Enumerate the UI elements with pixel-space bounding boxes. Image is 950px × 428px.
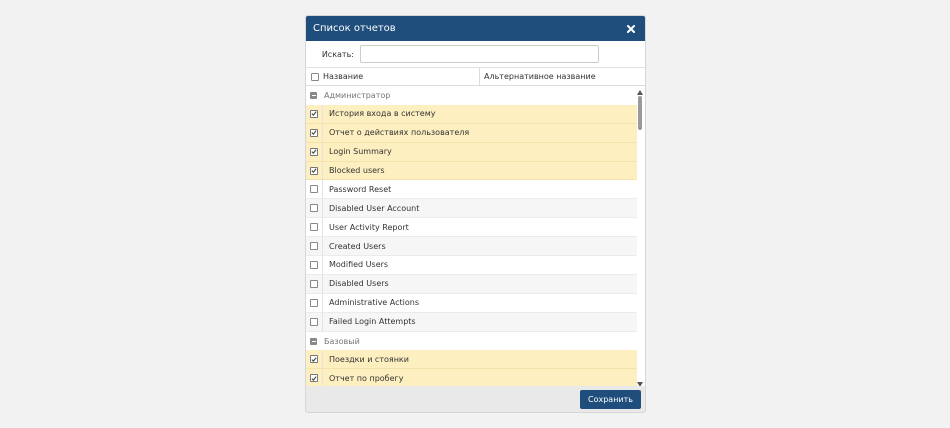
list-item[interactable] (306, 180, 637, 199)
report-list (306, 86, 637, 387)
list-item-label: Password Reset (329, 184, 392, 194)
search-row (306, 41, 645, 67)
list-item[interactable] (306, 199, 637, 218)
collapse-icon[interactable] (310, 92, 317, 99)
checkbox[interactable] (310, 185, 318, 193)
checkbox-cell (306, 180, 323, 198)
group-label: Базовый (324, 336, 360, 346)
checkbox-cell (306, 218, 323, 236)
column-header (306, 67, 645, 86)
checkbox-checked[interactable] (310, 374, 318, 382)
list-item-label: Отчет по пробегу (329, 373, 404, 383)
list-item[interactable] (306, 350, 637, 369)
list-item[interactable] (306, 275, 637, 294)
search-label: Искать: (321, 49, 354, 59)
checkbox-cell (306, 162, 323, 180)
save-button[interactable]: Сохранить (580, 390, 641, 409)
report-list-wrap (306, 86, 645, 387)
dialog-footer (306, 386, 645, 412)
list-item-label: Created Users (329, 241, 386, 251)
scroll-thumb[interactable] (638, 96, 642, 130)
checkbox[interactable] (310, 318, 318, 326)
list-item-label: Failed Login Attempts (329, 317, 416, 327)
list-item-label: Отчет о действиях пользователя (329, 128, 470, 138)
checkbox[interactable] (310, 242, 318, 250)
checkbox[interactable] (310, 223, 318, 231)
close-icon[interactable] (626, 24, 636, 34)
group-label: Администратор (324, 90, 391, 100)
column-name-header[interactable]: Название (323, 68, 480, 85)
reports-dialog (305, 15, 646, 413)
list-item[interactable] (306, 143, 637, 162)
checkbox-checked[interactable] (310, 167, 318, 175)
checkbox[interactable] (310, 261, 318, 269)
list-item-label: История входа в систему (329, 109, 436, 119)
dialog-titlebar (306, 16, 645, 41)
list-item-label: Modified Users (329, 260, 389, 270)
list-item[interactable] (306, 218, 637, 237)
list-item-label: User Activity Report (329, 222, 409, 232)
list-item[interactable] (306, 237, 637, 256)
list-item[interactable] (306, 124, 637, 143)
checkbox-checked[interactable] (310, 355, 318, 363)
list-item-label: Administrative Actions (329, 298, 419, 308)
select-all-checkbox[interactable] (311, 73, 319, 81)
scrollbar[interactable] (635, 86, 645, 387)
list-item[interactable] (306, 369, 637, 387)
collapse-icon[interactable] (310, 338, 317, 345)
checkbox-cell (306, 237, 323, 255)
list-item-label: Поездки и стоянки (329, 354, 409, 364)
list-item-label: Disabled User Account (329, 203, 420, 213)
checkbox[interactable] (310, 280, 318, 288)
checkbox-cell (306, 199, 323, 217)
scroll-up-icon[interactable] (637, 88, 643, 93)
checkbox-cell (306, 350, 323, 368)
list-item-label: Login Summary (329, 147, 392, 157)
list-item[interactable] (306, 294, 637, 313)
list-item[interactable] (306, 105, 637, 124)
group-row[interactable] (306, 332, 637, 351)
checkbox-cell (306, 256, 323, 274)
list-item-label: Disabled Users (329, 279, 389, 289)
list-item[interactable] (306, 256, 637, 275)
list-item[interactable] (306, 162, 637, 181)
search-input[interactable] (360, 45, 599, 63)
select-all-cell (306, 73, 323, 81)
group-row[interactable] (306, 86, 637, 105)
scroll-down-icon[interactable] (637, 380, 643, 385)
checkbox-cell (306, 143, 323, 161)
checkbox[interactable] (310, 204, 318, 212)
checkbox[interactable] (310, 299, 318, 307)
checkbox-cell (306, 369, 323, 387)
dialog-title: Список отчетов (313, 23, 396, 34)
list-item[interactable] (306, 313, 637, 332)
checkbox-cell (306, 294, 323, 312)
checkbox-checked[interactable] (310, 148, 318, 156)
checkbox-cell (306, 275, 323, 293)
checkbox-cell (306, 313, 323, 331)
checkbox-checked[interactable] (310, 110, 318, 118)
column-alt-name-header[interactable]: Альтернативное название (484, 72, 596, 81)
checkbox-cell (306, 124, 323, 142)
list-item-label: Blocked users (329, 166, 385, 175)
checkbox-checked[interactable] (310, 129, 318, 137)
checkbox-cell (306, 105, 323, 123)
